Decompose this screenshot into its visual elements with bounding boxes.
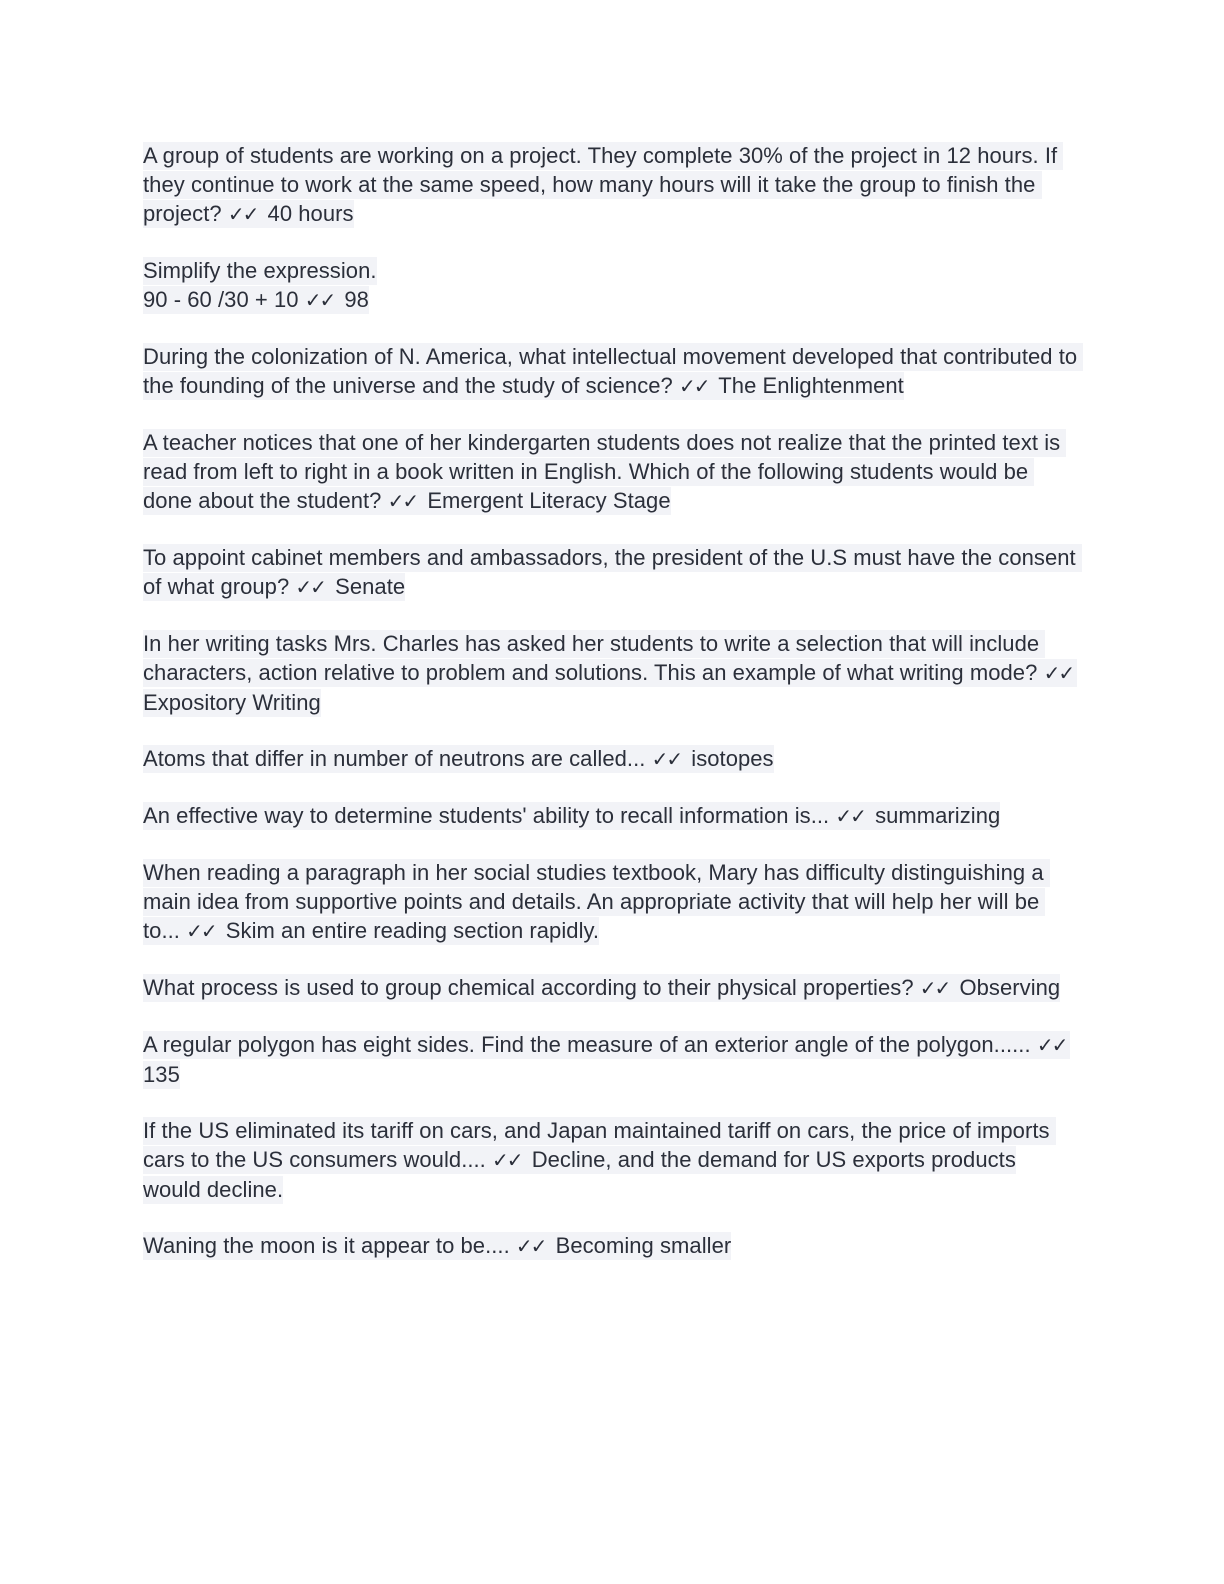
answer-text: 135 <box>143 1062 180 1087</box>
answer-text: Becoming smaller <box>555 1233 732 1258</box>
question-text: In her writing tasks Mrs. Charles has asked her students to write a selection that will include characters, action relative to problem and solutions. This an example of what writing mode? <box>143 631 1046 685</box>
answer-text: Expository Writing <box>143 690 321 715</box>
double-check-icon: ✓✓ <box>387 489 418 513</box>
qa-item <box>143 342 1084 401</box>
qa-item <box>143 1116 1078 1204</box>
question-text: A regular polygon has eight sides. Find the measure of an exterior angle of the polygon...... <box>143 1032 1031 1057</box>
answer-text: isotopes <box>691 746 774 771</box>
qa-highlight <box>143 859 1050 945</box>
question-text: A teacher notices that one of her kindergarten students does not realize that the printed text is read from left to right in a book written in English. Which of the following students would be done about the student? <box>143 430 1067 513</box>
answer-text: Senate <box>335 574 406 599</box>
answer-text: Emergent Literacy Stage <box>427 488 671 513</box>
question-text: To appoint cabinet members and ambassadors, the president of the U.S must have the consent of what group? <box>143 545 1082 599</box>
qa-highlight <box>143 974 1060 1002</box>
qa-item <box>143 1231 1078 1261</box>
qa-item <box>143 543 1082 602</box>
answer-text: Skim an entire reading section rapidly. <box>225 918 600 943</box>
qa-highlight <box>143 1117 1056 1204</box>
double-check-icon: ✓✓ <box>515 1234 546 1258</box>
double-check-icon: ✓✓ <box>295 575 325 599</box>
qa-item <box>143 1030 1078 1089</box>
qa-highlight <box>143 1031 1070 1089</box>
answer-text: summarizing <box>875 803 1001 828</box>
question-text: A group of students are working on a project. They complete 30% of the project in 12 hours. If they continue to work at the same speed, how many hours will it take the group to finish the project? <box>143 143 1064 226</box>
question-text: What process is used to group chemical according to their physical properties? <box>143 975 914 1000</box>
qa-highlight <box>143 257 377 314</box>
question-text: An effective way to determine students' ability to recall information is... <box>143 803 830 828</box>
question-text: Simplify the expression. 90 - 60 /30 + 10 <box>143 258 377 312</box>
question-text: If the US eliminated its tariff on cars, and Japan maintained tariff on cars, the price of imports cars to the US consumers would.... <box>143 1118 1056 1172</box>
answer-text: The Enlightenment <box>718 373 904 398</box>
qa-item <box>143 973 1078 1003</box>
qa-highlight <box>143 630 1077 717</box>
qa-item <box>143 256 1078 315</box>
double-check-icon: ✓✓ <box>227 202 258 226</box>
answer-text: 40 hours <box>267 201 354 226</box>
answer-text: 98 <box>344 287 369 312</box>
qa-item <box>143 858 1078 946</box>
qa-highlight <box>143 745 774 773</box>
double-check-icon: ✓✓ <box>1036 1033 1067 1057</box>
qa-highlight <box>143 1232 731 1260</box>
answer-text: Decline, and the demand for US exports products would decline. <box>143 1147 1016 1202</box>
double-check-icon: ✓✓ <box>304 288 335 312</box>
question-text: During the colonization of N. America, what intellectual movement developed that contributed to the founding of the universe and the study of science? <box>143 344 1084 398</box>
qa-item <box>143 629 1078 717</box>
qa-item <box>143 141 1078 229</box>
document-page <box>143 141 1084 1288</box>
qa-item <box>143 801 1078 831</box>
double-check-icon: ✓✓ <box>186 919 216 943</box>
qa-item <box>143 744 1078 774</box>
question-text: Atoms that differ in number of neutrons are called... <box>143 746 646 771</box>
answer-text: Observing <box>959 975 1061 1000</box>
qa-list <box>143 141 1084 1261</box>
question-text: Waning the moon is it appear to be.... <box>143 1233 510 1258</box>
double-check-icon: ✓✓ <box>1043 661 1074 685</box>
qa-highlight <box>143 429 1066 515</box>
qa-highlight <box>143 343 1083 400</box>
qa-item <box>143 428 1078 516</box>
question-text: When reading a paragraph in her social studies textbook, Mary has difficulty distinguishing a main idea from supportive points and details. An appropriate activity that will help her will be to... <box>143 860 1050 943</box>
qa-highlight <box>143 544 1082 601</box>
double-check-icon: ✓✓ <box>679 374 709 398</box>
double-check-icon: ✓✓ <box>492 1148 522 1172</box>
double-check-icon: ✓✓ <box>919 976 950 1000</box>
double-check-icon: ✓✓ <box>651 747 682 771</box>
double-check-icon: ✓✓ <box>835 804 865 828</box>
qa-highlight <box>143 802 1000 830</box>
qa-highlight <box>143 142 1063 228</box>
